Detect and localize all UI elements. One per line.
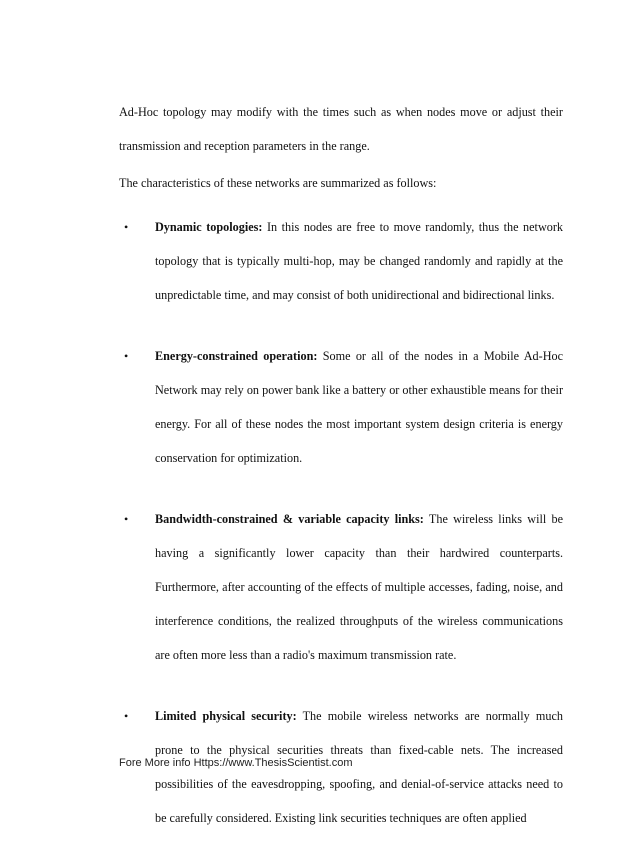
bullet-term: Bandwidth-constrained & variable capacity links: (155, 512, 424, 526)
bullet-icon: • (124, 220, 129, 234)
bullet-text: The mobile wireless networks are normally much prone to the physical securities threats than fixed-cable nets. The increased possibilities of the eavesdropping, spoofing, and denial-of-service attacks need to be carefully considered. Existing link securities techniques are often applied (155, 709, 563, 825)
footer-text: Fore More info Https://www.ThesisScientist.com (119, 757, 353, 769)
bullet-text: In this nodes are free to move randomly, thus the network topology that is typically multi-hop, may be changed randomly and rapidly at the unpredictable time, and may consist of both unidirectional and bidirectional links. (155, 220, 563, 302)
bullet-term: Energy-constrained operation: (155, 349, 318, 363)
bullet-icon: • (124, 512, 129, 526)
list-item (119, 339, 563, 475)
list-item (119, 210, 563, 312)
bullet-text: The wireless links will be having a significantly lower capacity than their hardwired counterparts. Furthermore, after accounting of the effects of multiple accesses, fading, noise, and interference conditions, the realized throughputs of the wireless communications are often more less than a radio's maximum transmission rate. (155, 512, 563, 662)
list-item (119, 502, 563, 672)
summary-paragraph: The characteristics of these networks are summarized as follows: (119, 176, 437, 190)
bullet-icon: • (124, 349, 129, 363)
bullet-term: Dynamic topologies: (155, 220, 263, 234)
bullet-text: Some or all of the nodes in a Mobile Ad-Hoc Network may rely on power bank like a battery or other exhaustible means for their energy. For all of these nodes the most important system design criteria is energy conservation for optimization. (155, 349, 563, 465)
bullet-term: Limited physical security: (155, 709, 297, 723)
bullet-icon: • (124, 709, 129, 723)
intro-paragraph: Ad-Hoc topology may modify with the times such as when nodes move or adjust their transmission and reception parameters in the range. (119, 105, 563, 153)
